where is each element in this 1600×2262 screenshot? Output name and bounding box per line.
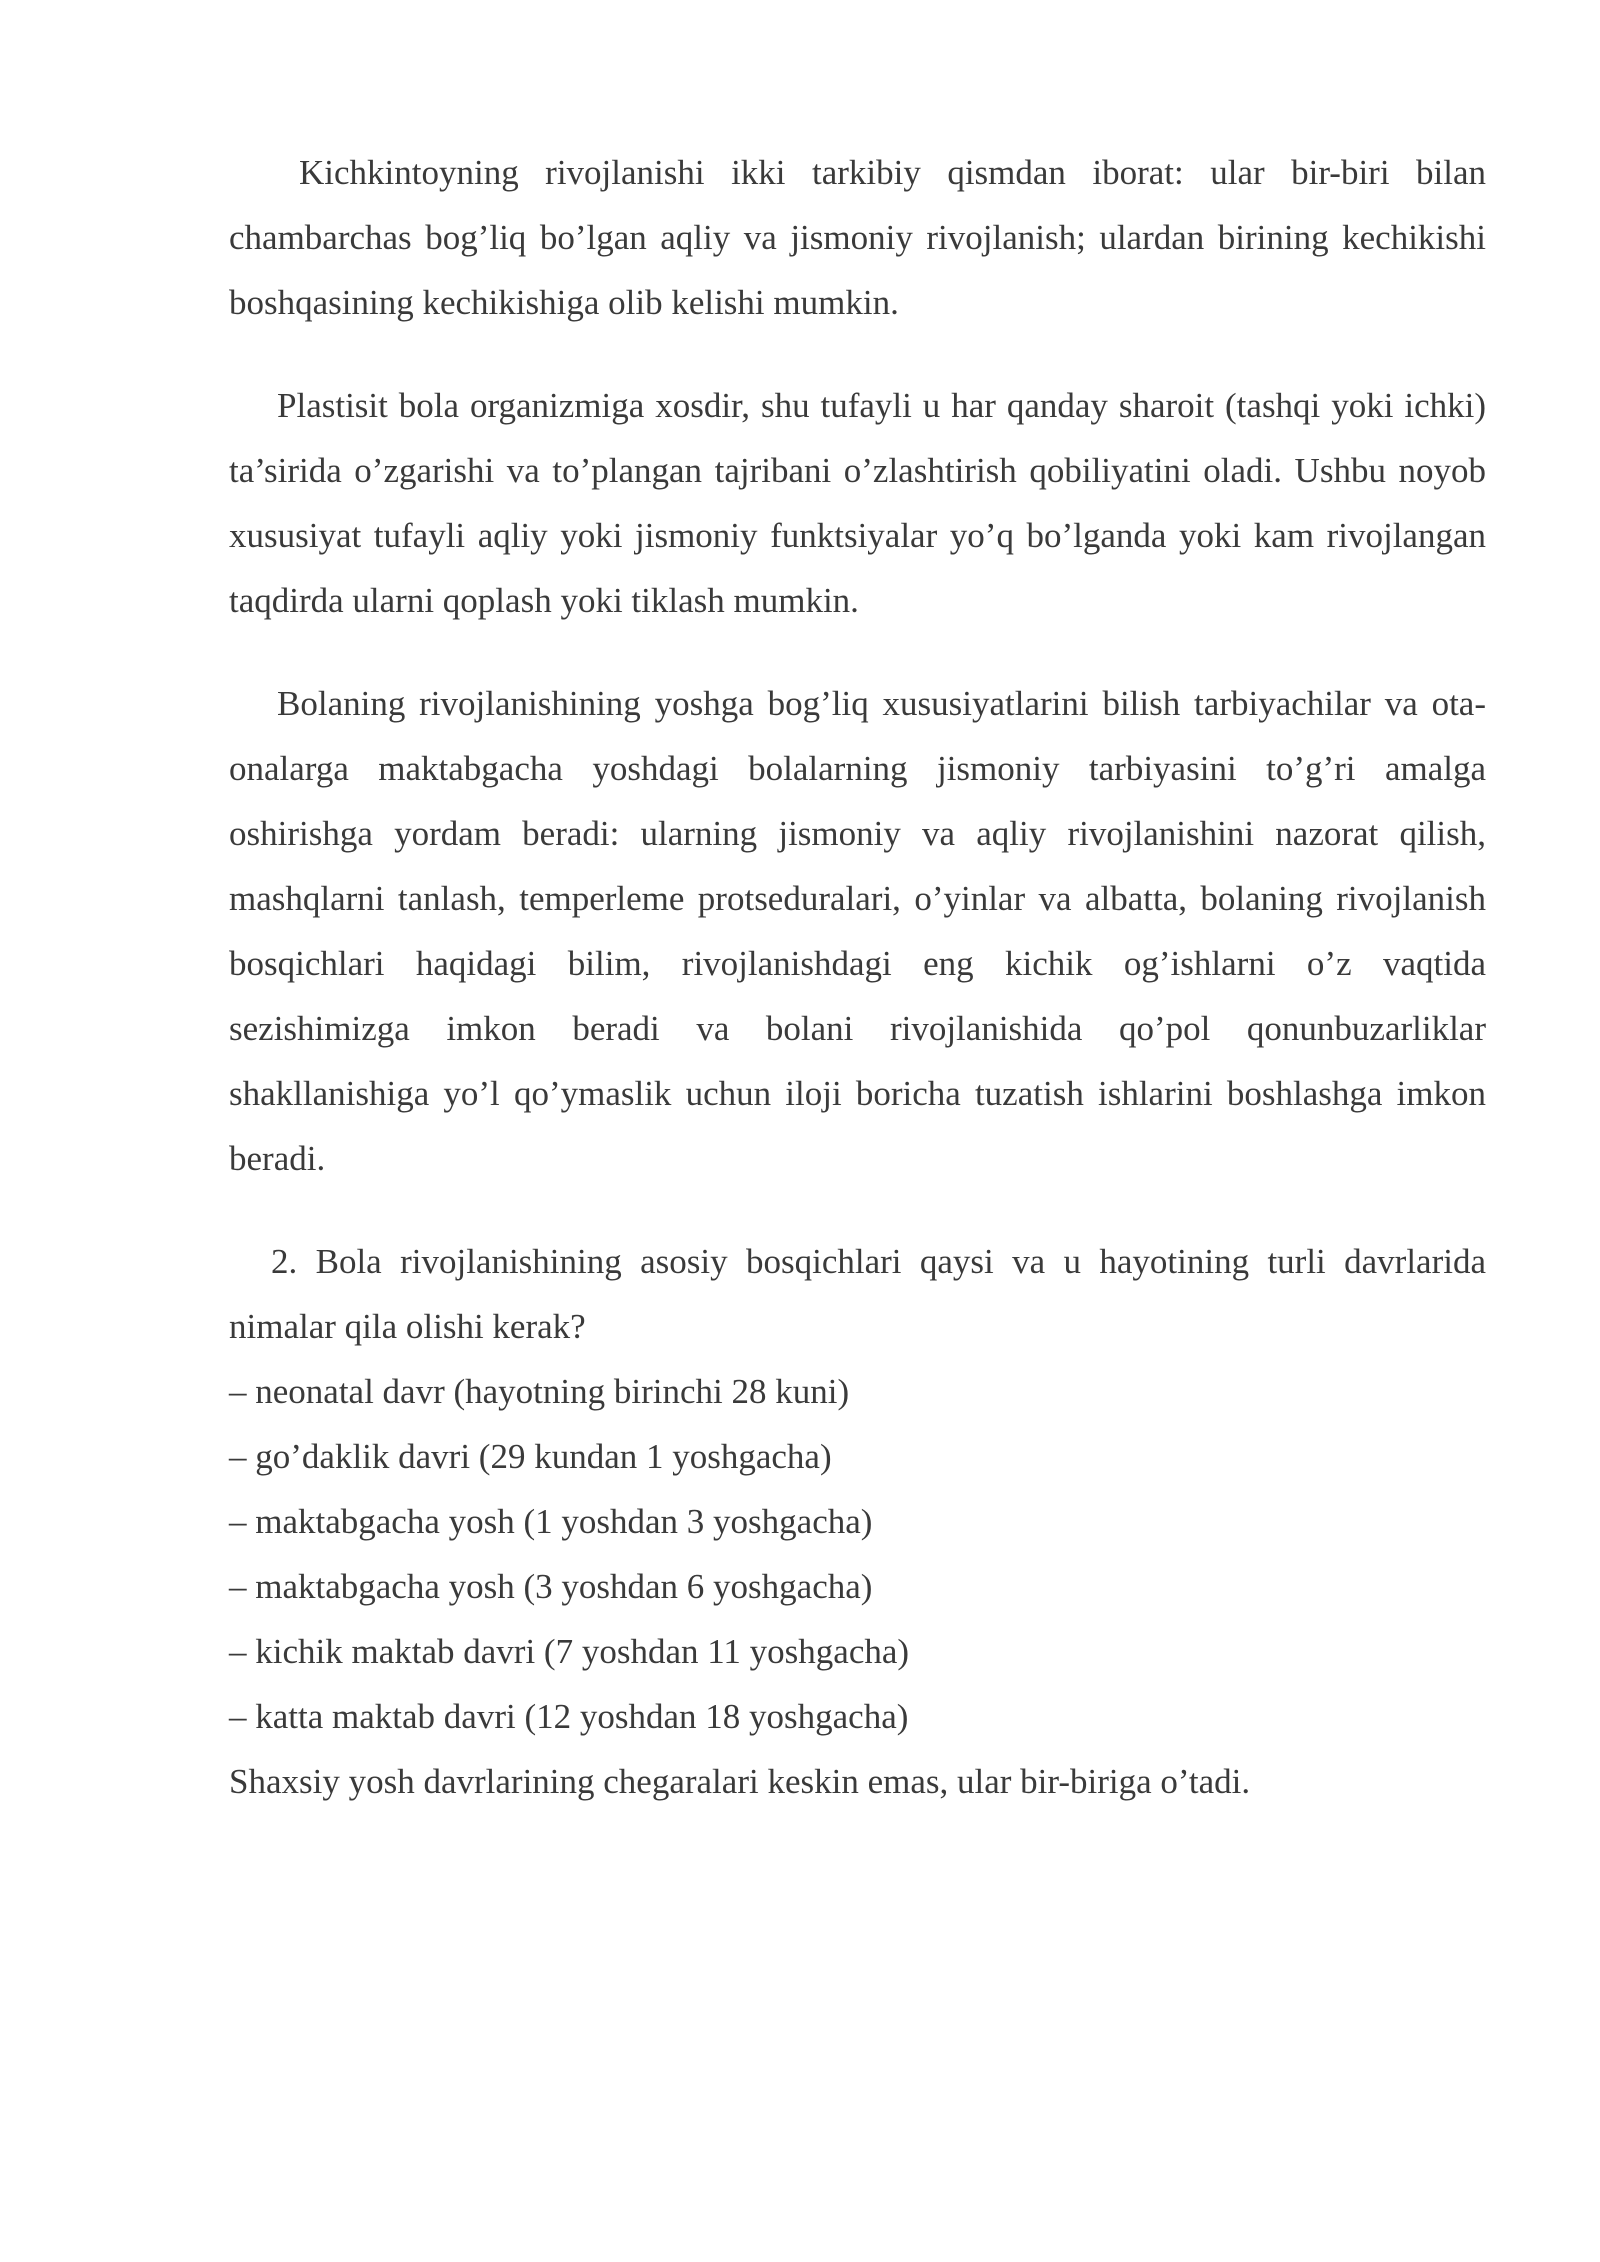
- list-item: – katta maktab davri (12 yoshdan 18 yoshgacha): [229, 1697, 909, 1736]
- list-item: – neonatal davr (hayotning birinchi 28 kuni): [229, 1372, 850, 1411]
- list-item: – maktabgacha yosh (1 yoshdan 3 yoshgacha): [229, 1502, 873, 1541]
- question-heading: 2. Bola rivojlanishining asosiy bosqichlari qaysi va u hayotining turli davrlarida nimalar qila olishi kerak?: [229, 1242, 1486, 1346]
- list-item: – go’daklik davri (29 kundan 1 yoshgacha): [229, 1437, 832, 1476]
- list-item: – maktabgacha yosh (3 yoshdan 6 yoshgacha): [229, 1567, 873, 1606]
- paragraph-development-components: Kichkintoyning rivojlanishi ikki tarkibiy qismdan iborat: ular bir-biri bilan chambarchas bog’liq bo’lgan aqliy va jismoniy rivojlanish; ulardan birining kechikishi boshqasining kechikishiga olib kelishi mumkin.: [229, 153, 1486, 322]
- conclusion-paragraph: Shaxsiy yosh davrlarining chegaralari keskin emas, ular bir-biriga o’tadi.: [229, 1762, 1251, 1801]
- stages-list: [229, 1359, 1486, 1749]
- document-page: [229, 140, 1486, 1814]
- paragraph-age-features: Bolaning rivojlanishining yoshga bog’liq xususiyatlarini bilish tarbiyachilar va ota-onalarga maktabgacha yoshdagi bolalarning jismoniy tarbiyasini to’g’ri amalga oshirishga yordam beradi: ularning jismoniy va aqliy rivojlanishini nazorat qilish, mashqlarni tanlash, temperleme protseduralari, o’yinlar va albatta, bolaning rivojlanish bosqichlari haqidagi bilim, rivojlanishdagi eng kichik og’ishlarni o’z vaqtida sezishimizga imkon beradi va bolani rivojlanishida qo’pol qonunbuzarliklar shakllanishiga yo’l qo’ymaslik uchun iloji boricha tuzatish ishlarini boshlashga imkon beradi.: [229, 684, 1486, 1178]
- list-item: – kichik maktab davri (7 yoshdan 11 yoshgacha): [229, 1632, 910, 1671]
- paragraph-plasticity: Plastisit bola organizmiga xosdir, shu tufayli u har qanday sharoit (tashqi yoki ichki) ta’sirida o’zgarishi va to’plangan tajribani o’zlashtirish qobiliyatini oladi. Ushbu noyob xususiyat tufayli aqliy yoki jismoniy funktsiyalar yo’q bo’lganda yoki kam rivojlangan taqdirda ularni qoplash yoki tiklash mumkin.: [229, 386, 1486, 620]
